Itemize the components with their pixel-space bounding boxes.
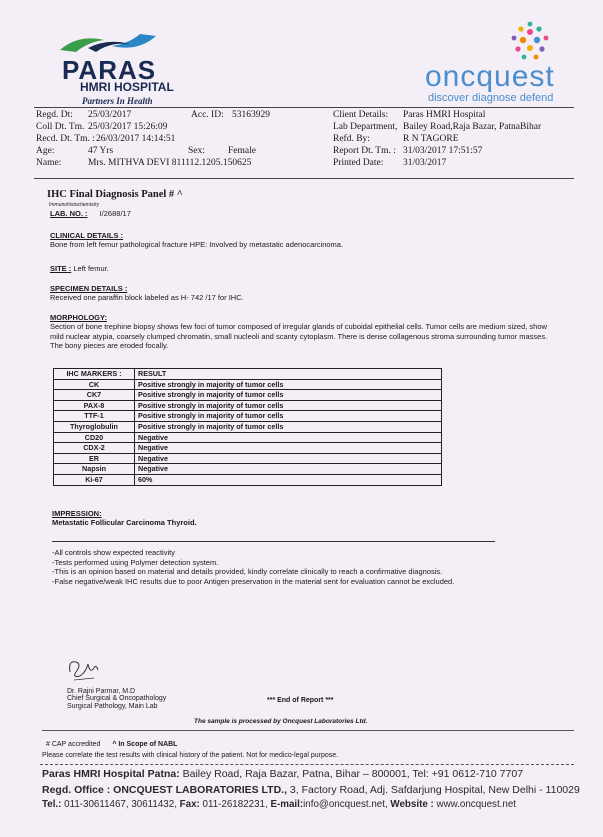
footer-fax: 011-26182231, — [199, 799, 268, 810]
marker-cell: ER — [54, 453, 135, 464]
lab-no-value: I/2688/17 — [99, 209, 131, 218]
footer-email: info@oncquest.net, — [303, 799, 388, 810]
signatory-dept: Surgical Pathology, Main Lab — [67, 702, 158, 710]
refd-value: R N TAGORE — [403, 134, 459, 144]
acc-id-label: Acc. ID: — [191, 110, 224, 120]
notes-list — [52, 548, 572, 586]
regd-dt-value: 25/03/2017 — [88, 110, 132, 120]
disclaimer: Please correlate the test results with clinical history of the patient. Not for medico-legal purpose. — [42, 752, 339, 759]
marker-cell: Thyroglobulin — [54, 421, 135, 432]
paras-logo-sub: HMRI HOSPITAL — [80, 80, 174, 94]
report-label: Report Dt. Tm. : — [333, 146, 396, 156]
marker-cell: CK7 — [54, 390, 135, 401]
specimen-heading: SPECIMEN DETAILS : — [50, 284, 128, 293]
marker-cell: Ki-67 — [54, 474, 135, 485]
result-cell: Negative — [135, 464, 442, 475]
table-row — [54, 421, 442, 432]
processed-by: The sample is processed by Oncquest Laboratories Ltd. — [194, 718, 368, 725]
result-cell: Negative — [135, 432, 442, 443]
paras-logo-icon — [58, 30, 158, 56]
impression-text: Metastatic Follicular Carcinoma Thyroid. — [52, 518, 197, 527]
footer-web-label: Website : — [387, 799, 434, 810]
sex-value: Female — [228, 146, 256, 156]
printed-value: 31/03/2017 — [403, 158, 447, 168]
marker-cell: PAX-8 — [54, 400, 135, 411]
table-row — [54, 432, 442, 443]
footer-office-address: 3, Factory Road, Adj. Safdarjung Hospital, New Delhi - 110029 — [287, 784, 580, 796]
footer-web: www.oncquest.net — [433, 799, 517, 810]
cap-accredited: # CAP accredited — [46, 741, 101, 748]
marker-cell: CK — [54, 379, 135, 390]
patient-info-left — [36, 110, 326, 170]
footer-tel-label: Tel.: — [42, 799, 62, 810]
signature-divider — [42, 730, 574, 731]
lab-value: Bailey Road,Raja Bazar, PatnaBihar — [403, 122, 542, 132]
site-row — [50, 264, 109, 274]
acc-id-value: 53163929 — [232, 110, 270, 120]
age-label: Age: — [36, 146, 55, 156]
morphology-text: Section of bone trephine biopsy shows few foci of tumor composed of irregular glands of cuboidal epithelial cells. Tumor cells are medium sized, show mild nuclear atypia, coarsely clumped chromatin, small nucleoli and scanty cytoplasm. There is dense collagenous stroma surrounding tumor masses. The bony pieces are eroded focally. — [50, 322, 548, 351]
footer-tel: 011-30611467, 30611432, — [61, 799, 177, 810]
footer-office-label: Regd. Office : ONCQUEST LABORATORIES LTD., — [42, 784, 288, 796]
end-of-report: *** End of Report *** — [267, 697, 334, 704]
table-header-row — [54, 369, 442, 380]
client-value: Paras HMRI Hospital — [403, 110, 486, 120]
signatory-title: Chief Surgical & Oncopathology — [67, 695, 167, 703]
recd-value: 26/03/2017 14:14:51 — [96, 134, 176, 144]
recd-label: Recd. Dt. Tm. : — [36, 134, 95, 144]
marker-cell: Napsin — [54, 464, 135, 475]
coll-label: Coll Dt. Tm. — [36, 122, 85, 132]
lab-no-row — [50, 209, 131, 218]
note-line: -This is an opinion based on material and details provided, kindly correlate clinically to reach a confirmative diagnosis. — [52, 567, 443, 577]
marker-column-header: IHC MARKERS : — [54, 369, 135, 380]
footer-line-hospital — [42, 768, 523, 780]
result-cell: Positive strongly in majority of tumor cells — [135, 421, 442, 432]
report-value: 31/03/2017 17:51:57 — [403, 146, 483, 156]
regd-dt-label: Regd. Dt: — [36, 110, 73, 120]
table-row — [54, 474, 442, 485]
oncquest-logo-name: oncquest — [425, 60, 555, 93]
age-value: 47 Yrs — [88, 146, 114, 156]
impression-heading: IMPRESSION: — [52, 509, 102, 518]
table-row — [54, 400, 442, 411]
result-cell: 60% — [135, 474, 442, 485]
site-heading: SITE : — [50, 264, 72, 273]
refd-label: Refd. By: — [333, 134, 370, 144]
info-divider — [34, 178, 574, 179]
accreditation-row — [46, 741, 177, 748]
site-text: Left femur. — [73, 264, 109, 273]
oncquest-dots-icon — [508, 20, 552, 64]
impression-divider — [52, 541, 495, 542]
result-cell: Positive strongly in majority of tumor cells — [135, 390, 442, 401]
paras-logo-tagline: Partners In Health — [82, 96, 153, 106]
name-value: Mrs. MITHVA DEVI 811112.1205.150625 — [88, 158, 252, 168]
table-row — [54, 390, 442, 401]
result-cell: Positive strongly in majority of tumor cells — [135, 411, 442, 422]
note-line: -False negative/weak IHC results due to poor Antigen preservation in the material sent for evaluation cannot be excluded. — [52, 576, 455, 586]
specimen-text: Received one paraffin block labeled as H- 742 /17 for IHC. — [50, 293, 244, 302]
footer-line-contact — [42, 799, 516, 810]
table-row — [54, 464, 442, 475]
result-cell: Negative — [135, 453, 442, 464]
clinical-text: Bone from left femur pathological fracture HPE: Involved by metastatic adenocarcinoma. — [50, 240, 344, 249]
ihc-marker-table — [53, 368, 442, 486]
printed-label: Printed Date: — [333, 158, 384, 168]
footer-hospital-label: Paras HMRI Hospital Patna: — [42, 768, 180, 780]
name-label: Name: — [36, 158, 62, 168]
result-cell: Positive strongly in majority of tumor cells — [135, 400, 442, 411]
client-label: Client Details: — [333, 110, 389, 120]
table-row — [54, 453, 442, 464]
signatory-name: Dr. Rajni Parmar, M.D — [67, 688, 136, 695]
footer-line-office — [42, 784, 580, 796]
table-row — [54, 411, 442, 422]
patient-info-right — [333, 110, 573, 170]
signature-icon — [64, 650, 104, 684]
header-divider — [34, 107, 574, 108]
morphology-heading: MORPHOLOGY: — [50, 313, 107, 322]
paras-logo-name: PARAS — [62, 55, 157, 85]
result-cell: Negative — [135, 443, 442, 454]
coll-value: 25/03/2017 15:26:09 — [88, 122, 168, 132]
marker-cell: CDX-2 — [54, 443, 135, 454]
nabl-scope: ^ In Scope of NABL — [112, 741, 178, 748]
report-subtitle: Immunohistochemistry — [49, 202, 100, 208]
sex-label: Sex: — [188, 146, 205, 156]
note-line: -Tests performed using Polymer detection system. — [52, 557, 219, 567]
footer-fax-label: Fax: — [176, 799, 200, 810]
report-title: IHC Final Diagnosis Panel # ^ — [47, 189, 183, 200]
footer-hospital-address: Bailey Road, Raja Bazar, Patna, Bihar – 800001, Tel: +91 0612-710 7707 — [179, 768, 524, 780]
table-row — [54, 443, 442, 454]
result-column-header: RESULT — [135, 369, 442, 380]
oncquest-logo-tagline: discover diagnose defend — [428, 92, 554, 104]
signatory-block — [67, 688, 166, 710]
result-cell: Positive strongly in majority of tumor cells — [135, 379, 442, 390]
marker-cell: TTF-1 — [54, 411, 135, 422]
lab-label: Lab Department, — [333, 122, 398, 132]
footer-email-label: E-mail: — [267, 799, 304, 810]
table-row — [54, 379, 442, 390]
note-line: -All controls show expected reactivity — [52, 548, 175, 557]
clinical-heading: CLINICAL DETAILS : — [50, 231, 124, 240]
marker-cell: CD20 — [54, 432, 135, 443]
lab-no-label: LAB. NO. : — [50, 209, 88, 218]
footer-top-divider — [40, 764, 574, 765]
